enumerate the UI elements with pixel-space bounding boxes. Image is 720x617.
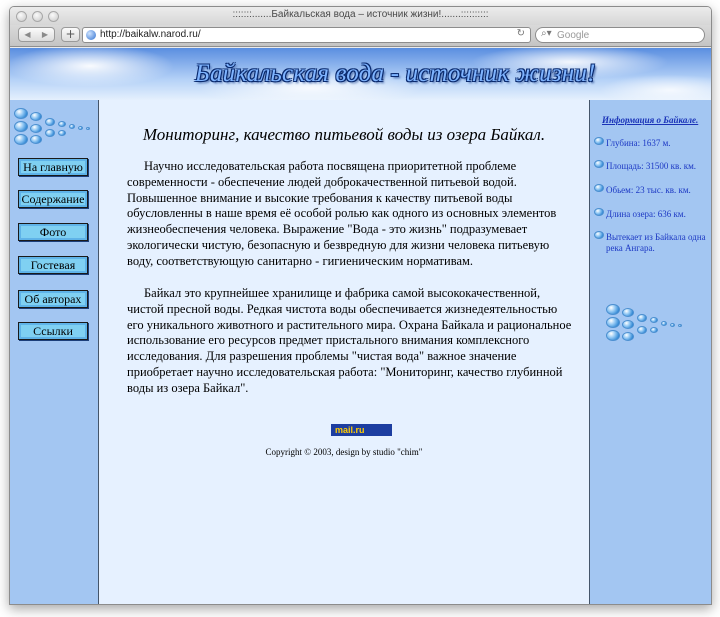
drop-bullet-icon (594, 160, 604, 168)
paragraph-intro: Научно исследовательская работа посвящена приоритетной проблеме современности - обеспечение людей доброкачественной питьевой водой. Повышенное внимание и высокие требования к качеству питьевой воды обусловленны в наше время её особой ролью как одного из основных элементов жизнеобеспечения человека. Выражение "Вода - это жизнь" подразумевает экологически чистую, безопасную и безвредную для жизни человека питьевую воду, соответствующую санитарно - гигиеническим нормативам. (127, 159, 557, 268)
add-bookmark-button[interactable]: + (61, 27, 80, 42)
banner-title: Байкальская вода - источник жизни! (195, 60, 596, 87)
nav-links-button[interactable]: Ссылки (18, 322, 88, 340)
mail-ru-counter[interactable] (331, 424, 392, 436)
info-length: Длина озера: 636 км. (606, 209, 686, 219)
url-text[interactable]: http://baikalw.narod.ru/ (100, 29, 201, 40)
browser-toolbar (10, 25, 711, 47)
address-bar[interactable] (82, 27, 531, 43)
main-content (98, 100, 590, 605)
search-icon: ⌕▾ (541, 28, 552, 39)
search-field[interactable] (535, 27, 705, 43)
info-area: Площадь: 31500 кв. км. (606, 161, 697, 171)
nav-contents-button[interactable]: Содержание (18, 190, 88, 208)
right-sidebar (590, 100, 712, 605)
left-sidebar (10, 100, 98, 605)
drop-bullet-icon (594, 184, 604, 192)
title-bar (10, 7, 711, 25)
back-arrow-icon: ◀ (24, 30, 31, 39)
counter-brand: mail (335, 425, 354, 435)
forward-button[interactable] (36, 27, 55, 42)
water-drops-icon (606, 304, 684, 352)
paragraph-baikal: Байкал это крупнейшее хранилище и фабрика самой высококачественной, чистой пресной воды. Редкая чистота воды обеспечивается жизнедеятельностью его уникального животного и растительного мира. Охрана Байкала и рациональное использование его ресурсов предмет пристального внимания комплексного исследования. Для разрешения проблемы "чистая вода" важное значение приобретает научно исследовательская работа: "Мониторинг, качество глубинной воды из озера Байкал". (127, 286, 572, 395)
nav-home-button[interactable]: На главную (18, 158, 88, 176)
page-title: Мониторинг, качество питьевой воды из озера Байкал. (142, 125, 546, 144)
counter-suffix: .ru (353, 425, 365, 435)
info-depth: Глубина: 1637 м. (606, 138, 671, 148)
forward-arrow-icon: ▶ (41, 30, 49, 39)
drop-bullet-icon (594, 231, 604, 239)
copyright: Copyright © 2003, design by studio "chim" (265, 447, 423, 457)
drop-bullet-icon (594, 208, 604, 216)
page-content (10, 48, 712, 605)
nav-photo-button[interactable]: Фото (18, 223, 88, 241)
window-title: :::::::.......Байкальская вода – источник жизни!.......:::::::::: (232, 9, 489, 20)
info-volume: Обьем: 23 тыс. кв. км. (606, 185, 691, 195)
nav-guestbook-button[interactable]: Гостевая (18, 256, 88, 274)
drop-bullet-icon (594, 137, 604, 145)
reload-icon[interactable]: ↻ (516, 28, 525, 39)
info-title-link[interactable]: Информация о Байкале. (602, 115, 699, 125)
nav-authors-button[interactable]: Об авторах (18, 290, 88, 308)
browser-window (9, 6, 712, 605)
water-drops-icon (14, 106, 92, 154)
search-placeholder: Google (557, 30, 590, 41)
info-river: Вытекает из Байкала одна река Ангара. (606, 232, 706, 253)
globe-icon (86, 30, 96, 40)
header-banner (10, 48, 712, 100)
back-button[interactable] (18, 27, 37, 42)
